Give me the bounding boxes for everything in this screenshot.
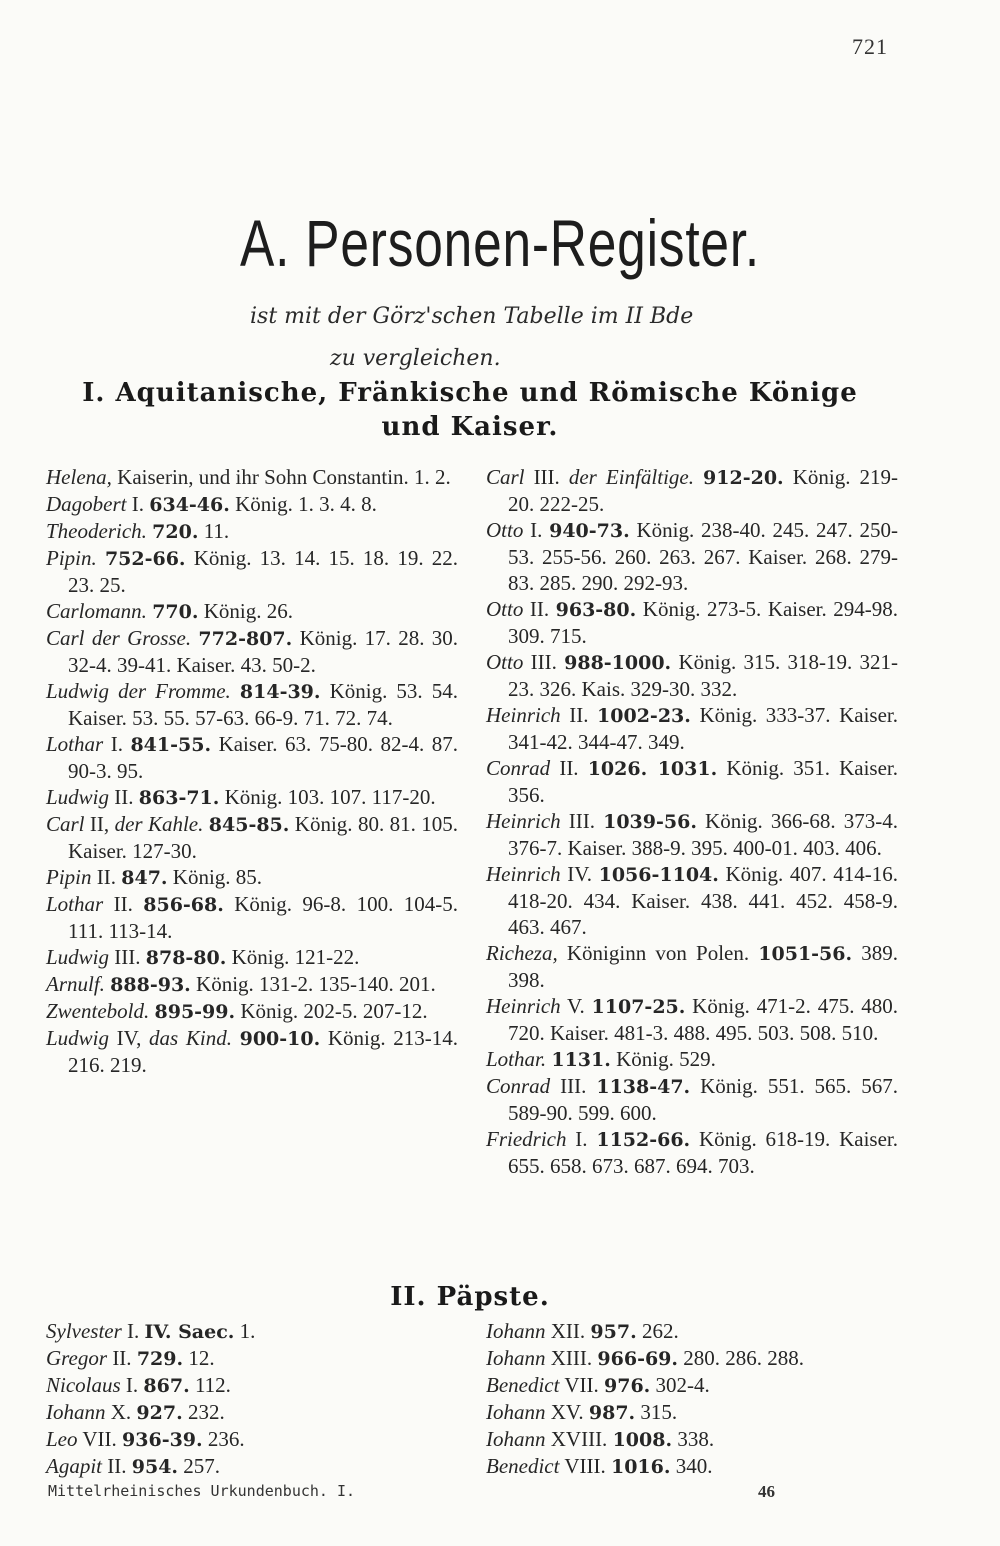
section-heading-popes: II. Päpste. (390, 1282, 550, 1312)
entry-references: 262. (636, 1319, 679, 1343)
entry-regnal-number: II. (109, 785, 139, 809)
page-title: A. Personen-Register. (239, 206, 760, 280)
entry-references: König. 238-40. 245. 247. 250-53. 255-56. 260. 263. 267. Kaiser. 268. 279-83. 285. 290. 292-93. (508, 518, 898, 595)
kings-right-column (486, 464, 898, 1179)
entry-years: 1056-1104. (598, 864, 719, 886)
entry-regnal-number: XIII. (545, 1346, 598, 1370)
entry-name: Benedict (486, 1454, 560, 1478)
entry-name: Theoderich. (46, 519, 147, 543)
entry-regnal-number: III. (523, 650, 565, 674)
entry-years: 1002-23. (597, 705, 691, 727)
register-entry (486, 517, 898, 596)
entry-name: Helena, (46, 465, 112, 489)
entry-references: 112. (189, 1373, 231, 1397)
entry-references: König. 618-19. Kaiser. 655. 658. 673. 687. 694. 703. (508, 1127, 898, 1178)
entry-regnal-number: IV. (560, 862, 599, 886)
entry-regnal-number: II. (550, 756, 588, 780)
section-heading-kings-line1: I. Aquitanische, Fränkische und Römische Könige (82, 378, 858, 408)
entry-regnal-number: VIII. (559, 1454, 611, 1478)
register-entry (486, 1399, 898, 1426)
register-entry (46, 998, 458, 1025)
entry-years: 936-39. (122, 1429, 203, 1451)
entry-references: 236. (202, 1427, 245, 1451)
entry-years: 634-46. (149, 494, 230, 516)
entry-name: Nicolaus (46, 1373, 121, 1397)
register-entry (46, 625, 458, 678)
entry-years: 987. (588, 1402, 636, 1424)
entry-regnal-number: Kaiserin, und ihr Sohn Constantin. 1. 2. (111, 465, 451, 489)
popes-right-column (486, 1318, 898, 1480)
entry-references: 1. (234, 1319, 256, 1343)
entry-references: König. 96-8. 100. 104-5. 111. 113-14. (68, 892, 458, 943)
entry-references: 11. (198, 519, 230, 543)
entry-regnal-number: II. (103, 892, 144, 916)
entry-name: Benedict (486, 1373, 560, 1397)
register-entry (486, 993, 898, 1046)
entry-references: 338. (672, 1427, 715, 1451)
register-entry (46, 1399, 458, 1426)
entry-references: König. 121-22. (226, 945, 360, 969)
register-entry (486, 1453, 898, 1480)
register-entry (46, 598, 458, 625)
entry-name: Pipin (46, 865, 92, 889)
entry-years: 856-68. (143, 894, 224, 916)
entry-name: Gregor (46, 1346, 108, 1370)
entry-regnal-number (231, 679, 240, 703)
entry-years: IV. Saec. (144, 1321, 235, 1343)
register-entry (486, 1126, 898, 1179)
entry-name: Ludwig der Fromme. (46, 679, 231, 703)
entry-regnal-number: VII. (77, 1427, 123, 1451)
register-entry (486, 596, 898, 649)
entry-years: 963-80. (555, 599, 637, 621)
entry-regnal-number: I. (103, 732, 131, 756)
entry-years: 729. (136, 1348, 184, 1370)
entry-epithet: der Kahle. (114, 812, 204, 836)
entry-references: König. 273-5. Kaiser. 294-98. 309. 715. (508, 597, 898, 648)
entry-references: König. 13. 14. 15. 18. 19. 22. 23. 25. (68, 546, 459, 597)
handwritten-note (250, 296, 810, 380)
register-entry (46, 731, 458, 784)
entry-name: Agapit (46, 1454, 102, 1478)
entry-years: 1152-66. (596, 1129, 691, 1151)
register-entry (46, 545, 458, 598)
entry-years: 1107-25. (591, 996, 686, 1018)
entry-name: Iohann (46, 1400, 106, 1424)
entry-name: Lothar (46, 732, 104, 756)
entry-regnal-number: III. (550, 1074, 597, 1098)
entry-references: König. 315. 318-19. 321-23. 326. Kais. 329-30. 332. (508, 650, 898, 701)
entry-regnal-number: XVIII. (545, 1427, 613, 1451)
entry-regnal-number: V. (560, 994, 592, 1018)
entry-references: 12. (183, 1346, 215, 1370)
register-entry (486, 808, 898, 861)
section-heading-kings (40, 376, 900, 444)
entry-years: 845-85. (208, 814, 290, 836)
entry-references: 257. (178, 1454, 221, 1478)
entry-years: 976. (604, 1375, 651, 1397)
entry-regnal-number: II, (84, 812, 115, 836)
entry-years: 770. (152, 601, 199, 623)
entry-years: 988-1000. (564, 652, 672, 674)
entry-regnal-number: I. (523, 518, 550, 542)
register-entry (486, 940, 898, 993)
entry-references: König. 551. 565. 567. 589-90. 599. 600. (508, 1074, 899, 1125)
entry-regnal-number: I. (121, 1319, 145, 1343)
entry-years: 1051-56. (758, 943, 853, 965)
register-entry (46, 518, 458, 545)
entry-name: Leo (46, 1427, 78, 1451)
entry-references: König. 407. 414-16. 418-20. 434. Kaiser. 438. 441. 452. 458-9. 463. 467. (508, 862, 898, 939)
register-entry (46, 464, 458, 491)
entry-references: 389. 398. (508, 941, 899, 992)
entry-name: Conrad (486, 756, 551, 780)
entry-name: Otto (486, 597, 524, 621)
register-entry (46, 1372, 458, 1399)
entry-references: König. 529. (610, 1047, 716, 1071)
entry-years: 954. (131, 1456, 179, 1478)
footer-publication: Mittelrheinisches Urkundenbuch. I. (48, 1482, 356, 1500)
register-entry (46, 1318, 458, 1345)
entry-name: Richeza, (486, 941, 558, 965)
register-entry (486, 1426, 898, 1453)
entry-references: König. 103. 107. 117-20. (219, 785, 436, 809)
entry-references: König. 471-2. 475. 480. 720. Kaiser. 481-3. 488. 495. 503. 508. 510. (508, 994, 898, 1045)
entry-years: 1016. (610, 1456, 671, 1478)
entry-years: 814-39. (239, 681, 321, 703)
entry-name: Zwentebold. (46, 999, 150, 1023)
register-entry (486, 1073, 898, 1126)
register-entry (46, 1025, 458, 1078)
kings-left-column (46, 464, 458, 1078)
register-entry (486, 1046, 898, 1073)
entry-references: 280. 286. 288. (678, 1346, 805, 1370)
entry-regnal-number (97, 546, 105, 570)
entry-references: König. 351. Kaiser. 356. (508, 756, 898, 807)
entry-years: 900-10. (239, 1028, 321, 1050)
entry-name: Ludwig (46, 1026, 110, 1050)
entry-name: Lothar. (486, 1047, 547, 1071)
entry-name: Heinrich (486, 809, 561, 833)
entry-name: Iohann (486, 1400, 546, 1424)
entry-regnal-number: II. (107, 1346, 137, 1370)
entry-name: Sylvester (46, 1319, 122, 1343)
entry-regnal-number: I. (126, 492, 150, 516)
entry-references: 340. (670, 1454, 713, 1478)
register-entry (46, 1426, 458, 1453)
register-entry (46, 971, 458, 998)
entry-years: 720. (152, 521, 199, 543)
entry-name: Carl (486, 465, 525, 489)
entry-regnal-number: XII. (545, 1319, 591, 1343)
section-heading-kings-line2: und Kaiser. (381, 412, 559, 442)
entry-years: 847. (121, 867, 168, 889)
entry-regnal-number: I. (566, 1127, 597, 1151)
page-number: 721 (852, 34, 888, 59)
entry-regnal-number: II. (523, 597, 556, 621)
handwritten-note-line1: ist mit der Görz'schen Tabelle im II Bde (250, 304, 694, 329)
entry-name: Pipin. (46, 546, 97, 570)
entry-regnal-number: I. (120, 1373, 144, 1397)
entry-references: König. 53. 54. Kaiser. 53. 55. 57-63. 66-9. 71. 72. 74. (68, 679, 459, 730)
entry-years: 772-807. (198, 628, 293, 650)
entry-years: 841-55. (130, 734, 212, 756)
entry-name: Ludwig (46, 785, 110, 809)
entry-regnal-number: VII. (559, 1373, 604, 1397)
register-entry (486, 649, 898, 702)
entry-references: König. 202-5. 207-12. (235, 999, 428, 1023)
popes-left-column (46, 1318, 458, 1480)
register-entry (486, 861, 898, 940)
register-entry (46, 891, 458, 944)
entry-references: Kaiser. 63. 75-80. 82-4. 87. 90-3. 95. (68, 732, 458, 783)
entry-references: 232. (182, 1400, 225, 1424)
entry-epithet: das Kind. (149, 1026, 232, 1050)
handwritten-note-line2: zu vergleichen. (330, 346, 501, 371)
entry-name: Otto (486, 650, 524, 674)
entry-name: Arnulf. (46, 972, 105, 996)
entry-years: 940-73. (549, 520, 630, 542)
entry-years: 1131. (551, 1049, 611, 1071)
entry-regnal-number: XV. (545, 1400, 589, 1424)
entry-regnal-number: Königinn von Polen. (557, 941, 759, 965)
footer-signature: 46 (758, 1482, 775, 1501)
register-entry (46, 678, 458, 731)
entry-references: König. 1. 3. 4. 8. (229, 492, 377, 516)
entry-regnal-number: III. (560, 809, 604, 833)
entry-name: Heinrich (486, 703, 561, 727)
entry-years: 1008. (612, 1429, 673, 1451)
entry-name: Iohann (486, 1427, 546, 1451)
register-entry (486, 1345, 898, 1372)
entry-references: König. 85. (167, 865, 263, 889)
register-entry (46, 1345, 458, 1372)
entry-years: 912-20. (703, 467, 784, 489)
entry-years: 895-99. (154, 1001, 236, 1023)
entry-references: König. 219-20. 222-25. (508, 465, 899, 516)
entry-references: 315. (635, 1400, 678, 1424)
entry-name: Iohann (486, 1346, 546, 1370)
register-entry (486, 702, 898, 755)
register-entry (46, 1453, 458, 1480)
entry-epithet: der Einfältige. (568, 465, 694, 489)
entry-years: 966-69. (597, 1348, 679, 1370)
entry-regnal-number: IV, (109, 1026, 150, 1050)
entry-name: Lothar (46, 892, 104, 916)
entry-name: Ludwig (46, 945, 110, 969)
entry-references: 302-4. (650, 1373, 710, 1397)
entry-references: König. 26. (198, 599, 293, 623)
entry-references: König. 333-37. Kaiser. 341-42. 344-47. 349. (508, 703, 898, 754)
register-entry (486, 1372, 898, 1399)
entry-regnal-number: II. (560, 703, 598, 727)
entry-name: Carl (46, 812, 85, 836)
entry-name: Friedrich (486, 1127, 567, 1151)
register-entry (486, 1318, 898, 1345)
entry-years: 863-71. (138, 787, 220, 809)
register-entry (46, 811, 458, 864)
register-entry (486, 464, 898, 517)
entry-years: 752-66. (104, 548, 186, 570)
entry-references: König. 80. 81. 105. Kaiser. 127-30. (68, 812, 458, 863)
entry-name: Heinrich (486, 862, 561, 886)
entry-references: König. 213-14. 216. 219. (68, 1026, 459, 1077)
entry-name: Otto (486, 518, 524, 542)
entry-years: 927. (136, 1402, 183, 1424)
entry-years: 867. (143, 1375, 190, 1397)
entry-years: 878-80. (145, 947, 227, 969)
register-entry (46, 864, 458, 891)
entry-references: König. 366-68. 373-4. 376-7. Kaiser. 388-9. 395. 400-01. 403. 406. (508, 809, 898, 860)
entry-references: König. 17. 28. 30. 32-4. 39-41. Kaiser. 43. 50-2. (68, 626, 458, 677)
entry-years: 888-93. (110, 974, 191, 996)
entry-regnal-number: X. (105, 1400, 137, 1424)
entry-name: Iohann (486, 1319, 546, 1343)
entry-years: 1026. 1031. (587, 758, 718, 780)
entry-regnal-number: II. (91, 865, 122, 889)
entry-name: Carl der Grosse. (46, 626, 192, 650)
entry-references: König. 131-2. 135-140. 201. (190, 972, 436, 996)
entry-regnal-number: III. (109, 945, 146, 969)
entry-years: 957. (590, 1321, 637, 1343)
entry-regnal-number: III. (524, 465, 569, 489)
entry-name: Conrad (486, 1074, 551, 1098)
entry-years: 1039-56. (603, 811, 697, 833)
entry-name: Heinrich (486, 994, 561, 1018)
entry-name: Carlomann. (46, 599, 147, 623)
footer (48, 1482, 775, 1501)
entry-years: 1138-47. (596, 1076, 691, 1098)
entry-regnal-number: II. (102, 1454, 132, 1478)
register-entry (46, 491, 458, 518)
register-entry (46, 944, 458, 971)
entry-name: Dagobert (46, 492, 127, 516)
register-entry (486, 755, 898, 808)
register-entry (46, 784, 458, 811)
